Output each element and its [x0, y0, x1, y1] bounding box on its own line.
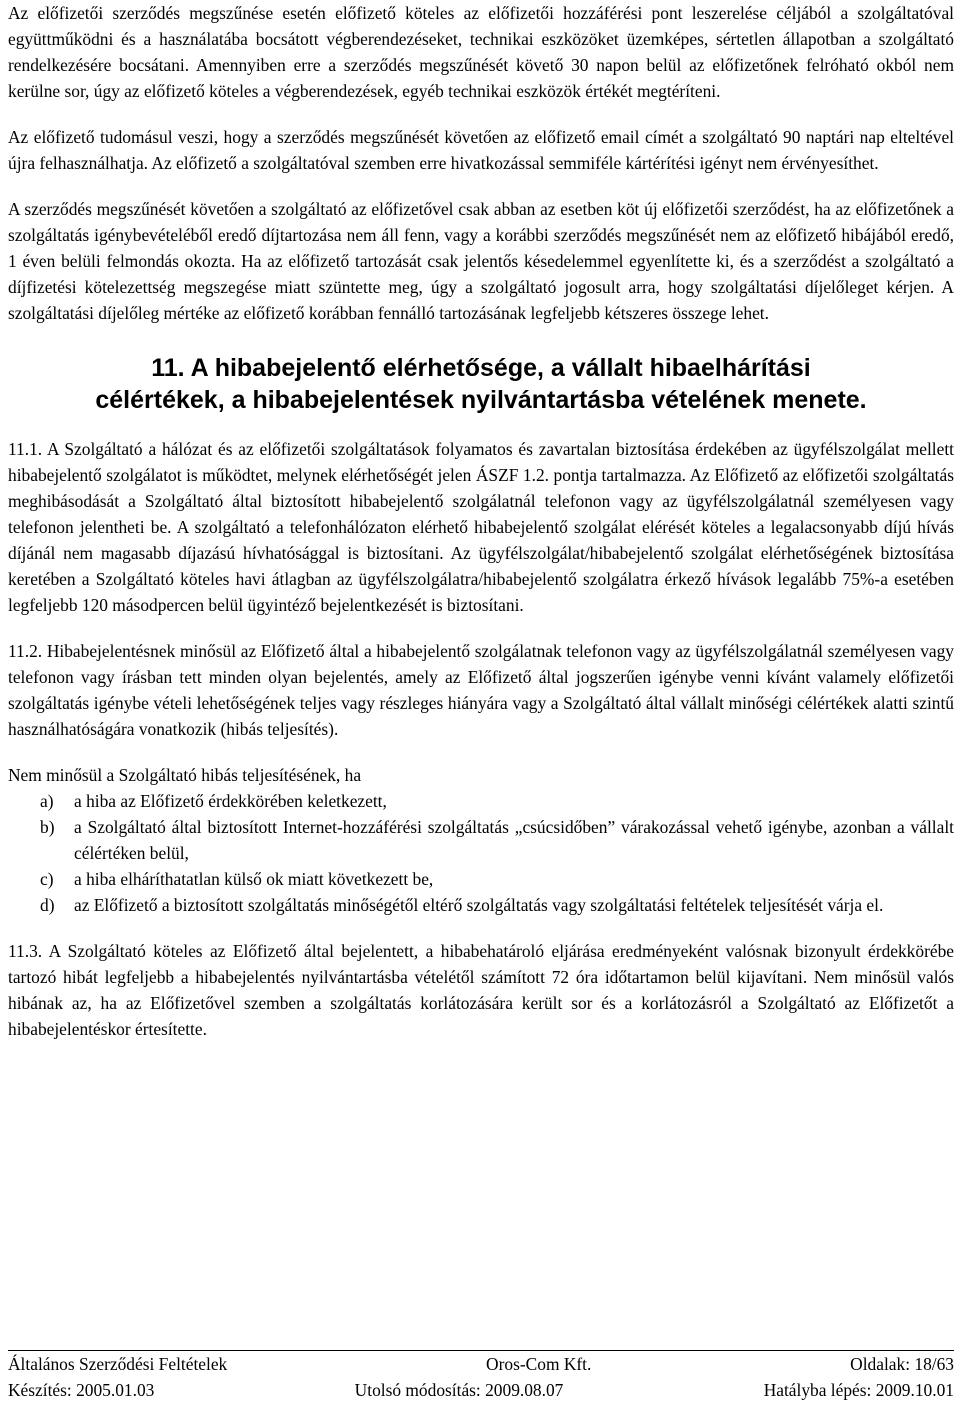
list-item-marker: a) — [40, 791, 54, 811]
exceptions-list — [8, 788, 954, 918]
footer-created-date: Készítés: 2005.01.03 — [8, 1380, 155, 1400]
list-item — [8, 892, 954, 918]
section-heading-line-2: célértékek, a hibabejelentések nyilvántartásba vételének menete. — [95, 386, 867, 414]
footer-effective-date: Hatályba lépés: 2009.10.01 — [763, 1380, 954, 1400]
document-page — [8, 0, 954, 1042]
footer-row-1 — [8, 1351, 954, 1377]
footer-document-title: Általános Szerződési Feltételek — [8, 1354, 228, 1374]
list-item — [8, 788, 954, 814]
footer-company: Oros-Com Kft. — [486, 1354, 592, 1374]
list-item-marker: b) — [40, 817, 55, 837]
footer-modified-date: Utolsó módosítás: 2009.08.07 — [354, 1380, 564, 1400]
section-heading — [8, 352, 954, 416]
list-item-marker: c) — [40, 869, 54, 889]
list-item-text: a Szolgáltató által biztosított Internet-hozzáférési szolgáltatás „csúcsidőben” várakozással vehető igénybe, azonban a vállalt célértéken belül, — [74, 817, 954, 863]
paragraph-11-3: 11.3. A Szolgáltató köteles az Előfizető által bejelentett, a hibabehatároló eljárása eredményeként valósnak bizonyult érdekkörébe tartozó hibát legfeljebb a hibabejelentés nyilvántartásba vételétől számított 72 óra időtartamon belül kijavítani. Nem minősül valós hibának az, ha az Előfizetővel szemben a szolgáltatás korlátozására került sor és a korlátozásról a Szolgáltató az Előfizetőt a hibabejelentéskor értesítette. — [8, 941, 954, 1039]
paragraph-equipment-return: Az előfizetői szerződés megszűnése esetén előfizető köteles az előfizetői hozzáférési pont leszerelése céljából a szolgáltatóval együttműködni és a használatába bocsátott végberendezéseket, technikai eszközöket üzemképes, sértetlen állapotban a szolgáltató rendelkezésére bocsátani. Amennyiben erre a szerződés megszűnését követő 30 napon belül az előfizetőnek felróható okból nem kerülne sor, úgy az előfizető köteles a végberendezések, egyéb technikai eszközök értékét megtéríteni. — [8, 3, 954, 101]
list-item-text: az Előfizető a biztosított szolgáltatás minőségétől eltérő szolgáltatás vagy szolgáltatási feltételek teljesítését várja el. — [74, 895, 884, 915]
list-item — [8, 866, 954, 892]
list-item-marker: d) — [40, 895, 55, 915]
paragraph-11-1: 11.1. A Szolgáltató a hálózat és az előfizetői szolgáltatások folyamatos és zavartalan biztosítása érdekében az ügyfélszolgálat mellett hibabejelentő szolgálatot is működtet, melynek elérhetőségét jelen ÁSZF 1.2. pontja tartalmazza. Az Előfizető az előfizetői szolgáltatás meghibásodását a Szolgáltató által biztosított hibabejelentő szolgálatnál telefonon vagy az ügyfélszolgálatnál személyesen vagy telefonon jelentheti be. A szolgáltató a telefonhálózaton elérhető hibabejelentő szolgálat elérését köteles a legalacsonyabb díjú hívás díjánál nem magasabb díjazású hívhatósággal is biztosítani. Az ügyfélszolgálat/hibabejelentő szolgálat elérhetőségének biztosítása keretében a Szolgáltató köteles havi átlagban az ügyfélszolgálatra/hibabejelentő szolgálatra érkező hívások legalább 75%-a esetében legfeljebb 120 másodpercen belül ügyintéző bejelentkezését is biztosítani. — [8, 439, 954, 615]
paragraph-email-reuse: Az előfizető tudomásul veszi, hogy a szerződés megszűnését követően az előfizető email címét a szolgáltató 90 naptári nap elteltével újra felhasználhatja. Az előfizető a szolgáltatóval szemben erre hivatkozással semmiféle kártérítési igényt nem érvényesíthet. — [8, 127, 954, 173]
footer-page-number: Oldalak: 18/63 — [850, 1354, 954, 1374]
paragraph-11-2: 11.2. Hibabejelentésnek minősül az Előfizető által a hibabejelentő szolgálatnak telefonon vagy az ügyfélszolgálatnál személyesen vagy telefonon vagy írásban tett minden olyan bejelentés, amely az Előfizető által jogszerűen igénybe venni kívánt valamely előfizetői szolgáltatás igénybe vételi lehetőségének teljes vagy részleges hiányára vagy a Szolgáltató által vállalt minőségi célértékek alatti szintű használhatóságára vonatkozik (hibás teljesítés). — [8, 641, 954, 739]
paragraph-new-contract: A szerződés megszűnését követően a szolgáltató az előfizetővel csak abban az esetben köt új előfizetői szerződést, ha az előfizetőnek a szolgáltatás igénybevételéből eredő díjtartozása nem áll fenn, vagy a korábbi szerződés megszűnését nem az előfizető hibájából eredő, 1 éven belüli felmondás okozta. Ha az előfizető tartozását csak jelentős késedelemmel egyenlítette ki, és a szerződést a szolgáltató a díjfizetési kötelezettség megszegése miatt szüntette meg, úgy a szolgáltató jogosult arra, hogy szolgáltatási díjelőleget kérjen. A szolgáltatási díjelőleg mértéke az előfizető korábban fennálló tartozásának legfeljebb kétszeres összege lehet. — [8, 199, 954, 323]
page-footer — [8, 1350, 954, 1403]
list-item-text: a hiba elháríthatatlan külső ok miatt következett be, — [74, 869, 434, 889]
list-item-text: a hiba az Előfizető érdekkörében keletkezett, — [74, 791, 387, 811]
section-heading-line-1: 11. A hibabejelentő elérhetősége, a vállalt hibaelhárítási — [151, 354, 811, 382]
not-faulty-intro: Nem minősül a Szolgáltató hibás teljesítésének, ha — [8, 765, 362, 785]
list-item — [8, 814, 954, 866]
footer-row-2 — [8, 1377, 954, 1403]
